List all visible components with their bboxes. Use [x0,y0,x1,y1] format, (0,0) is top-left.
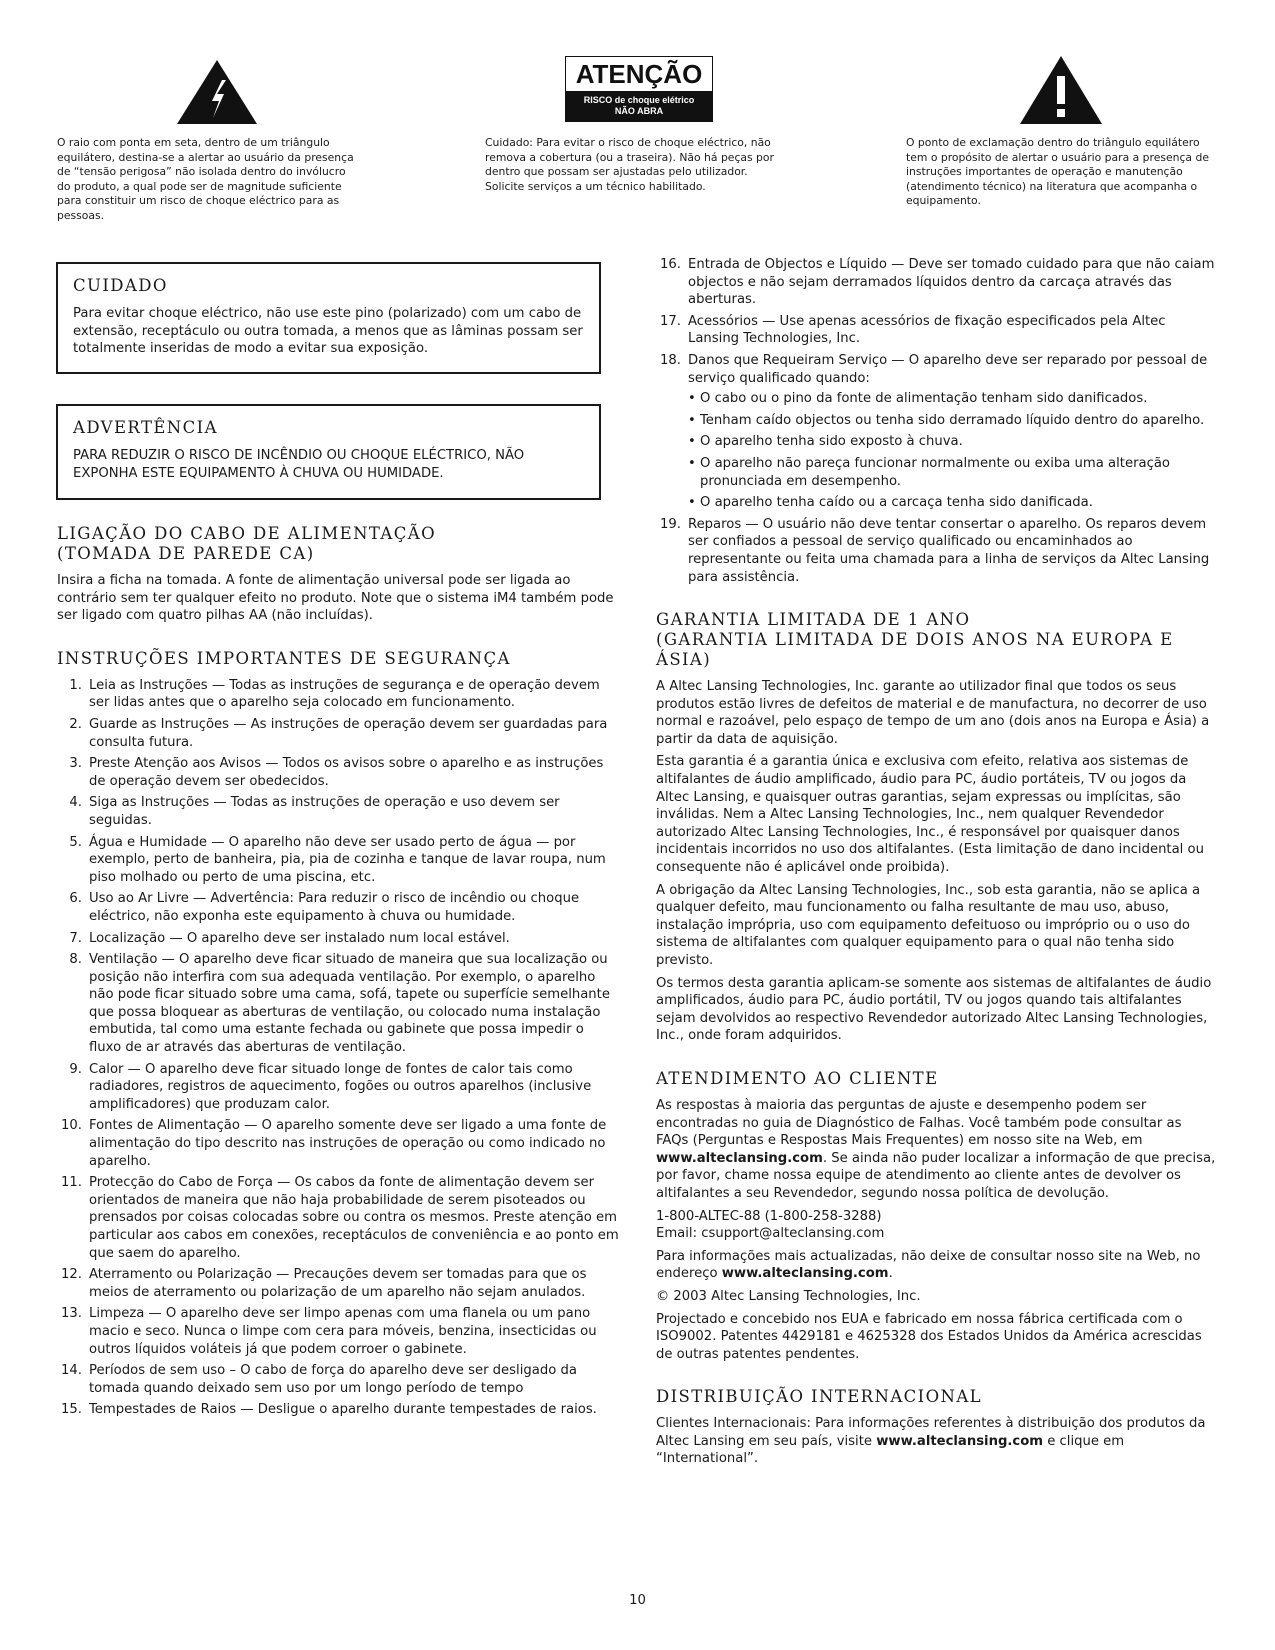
list-item [656,256,1216,309]
lightning-warning-icon [177,60,257,124]
item-number: 13. [61,1306,82,1322]
list-item [57,1174,620,1262]
warranty-section [656,610,1216,1045]
distribution-title: DISTRIBUIÇÃO INTERNACIONAL [656,1387,983,1407]
list-item [57,755,620,790]
exclamation-warning-icon [1020,56,1102,124]
item-text: Acessórios — Use apenas acessórios de fixação especificados pela Altec Lansing Technologies, Inc. [688,313,1166,347]
item-text: Tempestades de Raios — Desligue o aparelho durante tempestades de raios. [89,1402,597,1418]
website-link[interactable]: www.alteclansing.com [721,1266,889,1282]
item-number: 12. [61,1267,82,1283]
attention-caption: Cuidado: Para evitar o risco de choque eléctrico, não remova a cobertura (ou a traseira). Não há peças por dentro que possam ser ajustadas pelo utilizador. Solicite serviços a um técnico habilitado. [485,136,774,193]
item-text: Reparos — O usuário não deve tentar consertar o aparelho. Os reparos devem ser confiados a pessoal de serviço qualificado ou encaminhados ao representante ou feita uma chamada para a linha de serviços da Altec Lansing para assistência. [688,516,1210,585]
lightning-caption: O raio com ponta em seta, dentro de um triângulo equilátero, destina-se a alertar ao usuário da presença de “tensão perigosa” não isolada dentro do invólucro do produto, a qual pode ser de magnitude suficiente para constituir um risco de choque eléctrico para as pessoas. [57,136,354,222]
list-item [57,1401,620,1419]
item-number: 15. [61,1402,82,1418]
email-address: Email: csupport@alteclansing.com [656,1226,885,1242]
warranty-title-line1: GARANTIA LIMITADA DE 1 ANO [656,610,971,630]
power-text: Insira a ficha na tomada. A fonte de alimentação universal pode ser ligada ao contrário sem ter qualquer efeito no produto. Note que o sistema iM4 também pode ser ligado com quatro pilhas AA (não incluídas). [57,573,614,624]
page-number: 10 [629,1593,646,1608]
safety-continued [656,256,1216,586]
item-text: Protecção do Cabo de Força — Os cabos da fonte de alimentação devem ser orientados de maneira que não haja probabilidade de serem pisoteados ou prensados por coisas colocadas sobre ou contra os mesmos. Preste atenção em particular aos cabos em conexões, receptáculos de conveniência e ao ponto em que saem do aparelho. [89,1175,619,1261]
warranty-paragraph: A obrigação da Altec Lansing Technologies, Inc., sob esta garantia, não se aplica a qualquer defeito, mau funcionamento ou falha resultante de mau uso, abuso, instalação imprópria, uso com equipamento defeituoso ou impróprio ou o uso do sistema de altifalantes com qualquer equipamento para o qual não tenha sido previsto. [656,882,1201,968]
attention-label [565,56,713,122]
item-number: 7. [69,930,82,946]
list-item [656,352,1216,512]
item-number: 14. [61,1363,82,1379]
power-title-line2: (TOMADA DE PAREDE CA) [57,544,315,563]
item-text: Uso ao Ar Livre — Advertência: Para reduzir o risco de incêndio ou choque eléctrico, não exponha este equipamento à chuva ou humidade. [89,891,580,924]
item-number: 5. [69,834,82,850]
list-item [57,677,620,712]
text-run: As respostas à maioria das perguntas de ajuste e desempenho podem ser encontradas no guia de Diagnóstico de Falhas. Você também pode consultar as FAQs (Perguntas e Respostas Mais Frequentes) em nosso site na Web, em [656,1097,1182,1149]
item-text: Fontes de Alimentação — O aparelho somente deve ser ligado a uma fonte de alimentação do tipo descrito nas instruções de operação ou como indicado no aparelho. [89,1118,607,1169]
website-link[interactable]: www.alteclansing.com [656,1150,823,1166]
bullet-item: • O aparelho tenha sido exposto à chuva. [688,433,1216,451]
power-section [57,524,620,625]
warranty-title-line2: (GARANTIA LIMITADA DE DOIS ANOS NA EUROPA E ÁSIA) [656,630,1174,670]
item-number: 11. [61,1175,82,1191]
item-text: Períodos de sem uso – O cabo de força do aparelho deve ser desligado da tomada quando deixado sem uso por um longo período de tempo [89,1363,577,1396]
item-text: Leia as Instruções — Todas as instruções de segurança e de operação devem ser lidas antes que o aparelho seja colocado em funcionamento. [89,677,600,711]
text-run: e clique em “International”. [656,1433,1125,1467]
power-title [57,524,620,564]
item-number: 8. [69,952,82,968]
item-text: Localização — O aparelho deve ser instalado num local estável. [89,930,510,946]
caution-box [56,262,601,374]
warranty-paragraph: Esta garantia é a garantia única e exclusiva com efeito, relativa aos sistemas de altifalantes de áudio amplificado, áudio para PC, áudio portáteis, TV ou jogos da Altec Lansing, e quaisquer outras garantias, sejam expressas ou implícitas, são inválidas. Nem a Altec Lansing Technologies, Inc., nem qualquer Revendedor autorizado Altec Lansing Technologies, Inc., é responsável por quaisquer danos incidentais incorridos no uso dos altifalantes. (Esta limitação de dano incidental ou consequente não é aplicável onde proibida). [656,754,1204,876]
list-item [57,930,620,948]
bullet-item: • O aparelho tenha caído ou a carcaça tenha sido danificada. [688,494,1216,512]
warranty-title [656,610,1216,670]
warranty-paragraph: Os termos desta garantia aplicam-se somente aos sistemas de altifalantes de áudio amplificados, áudio para PC, áudio portátil, TV ou jogos quando tais altifalantes sejam devolvidos ao respectivo Revendedor autorizado Altec Lansing Technologies, Inc., onde foram adquiridos. [656,975,1212,1044]
item-number: 10. [61,1118,82,1134]
exclamation-caption: O ponto de exclamação dentro do triângulo equilátero tem o propósito de alertar o usuário para a presença de instruções importantes de operação e manutenção (atendimento técnico) na literatura que acompanha o equipamento. [906,136,1209,208]
customer-title: ATENDIMENTO AO CLIENTE [656,1068,939,1088]
safety-title: INSTRUÇÕES IMPORTANTES DE SEGURANÇA [57,648,511,668]
text-run: Clientes Internacionais: Para informações referentes à distribuição dos produtos da Altec Lansing em seu país, visite [656,1416,1206,1449]
caution-title: CUIDADO [73,276,168,295]
item-number: 4. [69,795,82,811]
right-column [656,256,1216,1473]
attention-line2: NÃO ABRA [614,106,664,116]
phone-number: 1-800-ALTEC-88 (1-800-258-3288) [656,1208,882,1224]
attention-line1: RISCO de choque elétrico [583,95,695,105]
item-number: 1. [69,677,82,693]
safety-section [57,649,620,1419]
copyright: © 2003 Altec Lansing Technologies, Inc. [656,1288,921,1304]
item-number: 17. [660,313,681,329]
bullet-item: • Tenham caído objectos ou tenha sido derramado líquido dentro do aparelho. [688,412,1216,430]
safety-list [57,677,620,1419]
item-text: Preste Atenção aos Avisos — Todos os avisos sobre o aparelho e as instruções de operação devem ser obedecidos. [89,756,604,789]
item-text: Aterramento ou Polarização — Precauções devem ser tomadas para que os meios de aterramento ou polarização de um aparelho não sejam anulados. [89,1267,587,1300]
warranty-paragraph: A Altec Lansing Technologies, Inc. garante ao utilizador final que todos os seus produtos estão livres de defeitos de material e de manufactura, no decorrer de uso normal e razoável, pelo espaço de tempo de um ano (dois anos na Europa e Ásia) a partir da data de aquisição. [656,679,1210,747]
list-item [57,890,620,925]
customer-section [656,1069,1216,1363]
list-item [57,794,620,829]
service-conditions [688,390,1216,512]
warning-box [56,404,601,500]
text-run: Para informações mais actualizadas, não deixe de consultar nosso site na Web, no endereço [656,1248,1201,1282]
item-text: Guarde as Instruções — As instruções de operação devem ser guardadas para consulta futura. [89,716,608,750]
item-number: 9. [69,1061,82,1077]
list-item [57,1362,620,1397]
list-item [57,951,620,1057]
list-item [57,1305,620,1358]
bullet-item: • O cabo ou o pino da fonte de alimentação tenham sido danificados. [688,390,1216,408]
left-column [57,524,620,1423]
list-item [57,716,620,751]
list-item [57,834,620,887]
safety-list-continued [656,256,1216,586]
bullet-item: • O aparelho não pareça funcionar normalmente ou exiba uma alteração pronunciada em desempenho. [688,455,1216,490]
item-text: Entrada de Objectos e Líquido — Deve ser tomado cuidado para que não caiam objectos e não sejam derramados líquidos dentro da carcaça através das aberturas. [688,257,1215,308]
contact-info [656,1208,1216,1243]
attention-subtitle [566,91,712,121]
power-title-line1: LIGAÇÃO DO CABO DE ALIMENTAÇÃO [57,524,437,543]
item-number: 2. [69,716,82,732]
item-text: Água e Humidade — O aparelho não deve ser usado perto de água — por exemplo, perto de banheira, pia, pia de cozinha e tanque de lavar roupa, num piso molhado ou perto de uma piscina, etc. [89,834,606,885]
customer-paragraph [656,1097,1216,1203]
item-text: Calor — O aparelho deve ficar situado longe de fontes de calor tais como radiadores, registros de aquecimento, fogões ou outros aparelhos (inclusive amplificadores) que produzam calor. [89,1061,592,1112]
item-number: 3. [69,756,82,772]
item-number: 16. [660,257,681,272]
distribution-paragraph [656,1415,1216,1468]
caution-text: Para evitar choque eléctrico, não use este pino (polarizado) com um cabo de extensão, receptáculo ou outra tomada, a menos que as lâminas possam ser totalmente inseridas de modo a evitar sua exposição. [73,306,583,357]
list-item [57,1266,620,1301]
warning-text: PARA REDUZIR O RISCO DE INCÊNDIO OU CHOQUE ELÉCTRICO, NÃO EXPONHA ESTE EQUIPAMENTO À CHUVA OU HUMIDADE. [73,448,525,481]
list-item [57,1061,620,1114]
item-number: 18. [660,352,681,368]
text-run: . Se ainda não puder localizar a informação de que precisa, por favor, chame nossa equipe de atendimento ao cliente antes de devolver os altifalantes a seu Revendedor, segundo nossa política de devolução. [656,1150,1216,1201]
customer-paragraph [656,1248,1216,1283]
item-number: 6. [69,891,82,907]
list-item [57,1117,620,1170]
distribution-section [656,1387,1216,1468]
warning-title: ADVERTÊNCIA [73,418,218,437]
item-text: Ventilação — O aparelho deve ficar situado de maneira que sua localização ou posição não interfira com sua adequada ventilação. Por exemplo, o aparelho não pode ficar situado sobre uma cama, sofá, tapete ou superfície semelhante que possa bloquear as aberturas de ventilação, ou colocado numa instalação embutida, tal como uma estante fechada ou gabinete que possa impedir o fluxo de ar através das aberturas de ventilação. [89,952,610,1056]
item-number: 19. [660,516,681,532]
item-text: Siga as Instruções — Todas as instruções de operação e uso devem ser seguidas. [89,795,560,828]
item-text: Limpeza — O aparelho deve ser limpo apenas com uma flanela ou um pano macio e seco. Nunca o limpe com cera para móveis, benzina, insecticidas ou outros líquidos voláteis já que podem corroer o gabinete. [89,1306,597,1357]
attention-title: ATENÇÃO [575,59,703,89]
website-link[interactable]: www.alteclansing.com [876,1433,1044,1449]
text-run: . [888,1266,893,1282]
customer-paragraph: Projectado e concebido nos EUA e fabricado em nossa fábrica certificada com o ISO9002. Patentes 4429181 e 4625328 dos Estados Unidos da América acrescidas de outras patentes pendentes. [656,1311,1202,1362]
list-item [656,516,1216,586]
list-item [656,313,1216,348]
item-text: Danos que Requeiram Serviço — O aparelho deve ser reparado por pessoal de serviço qualificado quando: [688,352,1208,386]
